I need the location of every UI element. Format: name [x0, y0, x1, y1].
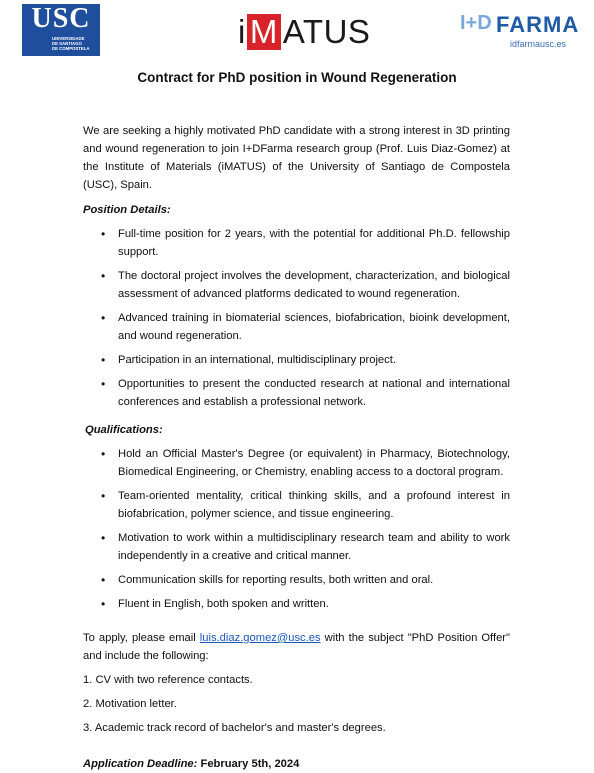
list-item: [83, 267, 510, 303]
apply-paragraph: [83, 629, 510, 665]
usc-logo: [22, 4, 100, 56]
qualifications-heading: Qualifications:: [85, 424, 163, 436]
list-item-text: Advanced training in biomaterial sciences, biofabrication, bioink development, and wound regeneration.: [118, 312, 510, 342]
idfarma-logo: [460, 10, 580, 54]
list-item: [83, 529, 510, 565]
usc-logo-line-3: DE COMPOSTELA: [52, 46, 90, 52]
list-item-text: Hold an Official Master's Degree (or equivalent) in Pharmacy, Biotechnology, Biomedical Engineering, or Chemistry, enabling access to a doctoral program.: [118, 448, 510, 478]
page-title: Contract for PhD position in Wound Regeneration: [137, 70, 457, 85]
bullet-icon: •: [101, 447, 106, 461]
apply-text-before: To apply, please email: [83, 632, 200, 644]
list-item: [83, 445, 510, 481]
imatus-logo-pre: i: [238, 13, 246, 50]
list-item: [83, 225, 510, 261]
bullet-icon: •: [101, 269, 106, 283]
list-item-text: Team-oriented mentality, critical thinking skills, and a profound interest in biofabrication, polymer science, and tissue engineering.: [118, 490, 510, 520]
usc-logo-line-2: DE SANTIAGO: [52, 41, 82, 47]
apply-list-item-3: 3. Academic track record of bachelor's and master's degrees.: [83, 722, 386, 734]
imatus-logo-m: M: [247, 14, 281, 50]
contact-email-link[interactable]: luis.diaz.gomez@usc.es: [199, 632, 321, 644]
bullet-icon: •: [101, 377, 106, 391]
position-details-list: [83, 225, 510, 411]
usc-logo-subtext: [52, 36, 98, 52]
usc-logo-text: USC: [31, 3, 91, 34]
deadline-line: [83, 755, 510, 773]
bullet-icon: •: [101, 489, 106, 503]
list-item: [83, 351, 510, 369]
list-item-text: Fluent in English, both spoken and written.: [118, 598, 329, 610]
idfarma-logo-word: FARMA: [496, 12, 580, 37]
deadline-label: Application Deadline:: [83, 758, 198, 770]
qualifications-list: [83, 445, 510, 613]
list-item-text: Participation in an international, multidisciplinary project.: [118, 354, 396, 366]
list-item-text: Full-time position for 2 years, with the potential for additional Ph.D. fellowship support.: [118, 228, 510, 258]
bullet-icon: •: [101, 227, 106, 241]
list-item-text: Communication skills for reporting results, both written and oral.: [118, 574, 434, 586]
bullet-icon: •: [101, 353, 106, 367]
apply-list-item-1: 1. CV with two reference contacts.: [83, 674, 253, 686]
list-item: [83, 309, 510, 345]
idfarma-logo-mark: I+D: [460, 12, 492, 34]
bullet-icon: •: [101, 311, 106, 325]
list-item: [83, 487, 510, 523]
imatus-logo-post: ATUS: [282, 13, 371, 50]
intro-paragraph: We are seeking a highly motivated PhD candidate with a strong interest in 3D printing and wound regeneration to join I+DFarma research group (Prof. Luis Diaz-Gomez) at the Institute of Materials (iMATUS) of the University of Santiago de Compostela (USC), Spain.: [83, 125, 510, 191]
list-item-text: The doctoral project involves the development, characterization, and biological assessment of advanced platforms dedicated to wound regeneration.: [118, 270, 510, 300]
imatus-logo: [238, 12, 370, 52]
list-item-text: Opportunities to present the conducted research at national and international conferences and establish a professional network.: [118, 378, 510, 408]
list-item: [83, 595, 510, 613]
deadline-value: February 5th, 2024: [197, 758, 300, 770]
document-body: [83, 122, 510, 773]
bullet-icon: •: [101, 597, 106, 611]
list-item: [83, 571, 510, 589]
list-item: [83, 375, 510, 411]
usc-logo-line-1: UNIVERSIDADE: [52, 36, 85, 41]
bullet-icon: •: [101, 573, 106, 587]
apply-list-item-2: 2. Motivation letter.: [83, 698, 177, 710]
apply-text-after: with the subject "PhD Position Offer" and include the following:: [83, 632, 510, 662]
bullet-icon: •: [101, 531, 106, 545]
list-item-text: Motivation to work within a multidisciplinary research team and ability to work independently in a creative and critical manner.: [118, 532, 510, 562]
idfarma-logo-url: idfarmausc.es: [510, 39, 567, 49]
position-details-heading: Position Details:: [83, 204, 171, 216]
